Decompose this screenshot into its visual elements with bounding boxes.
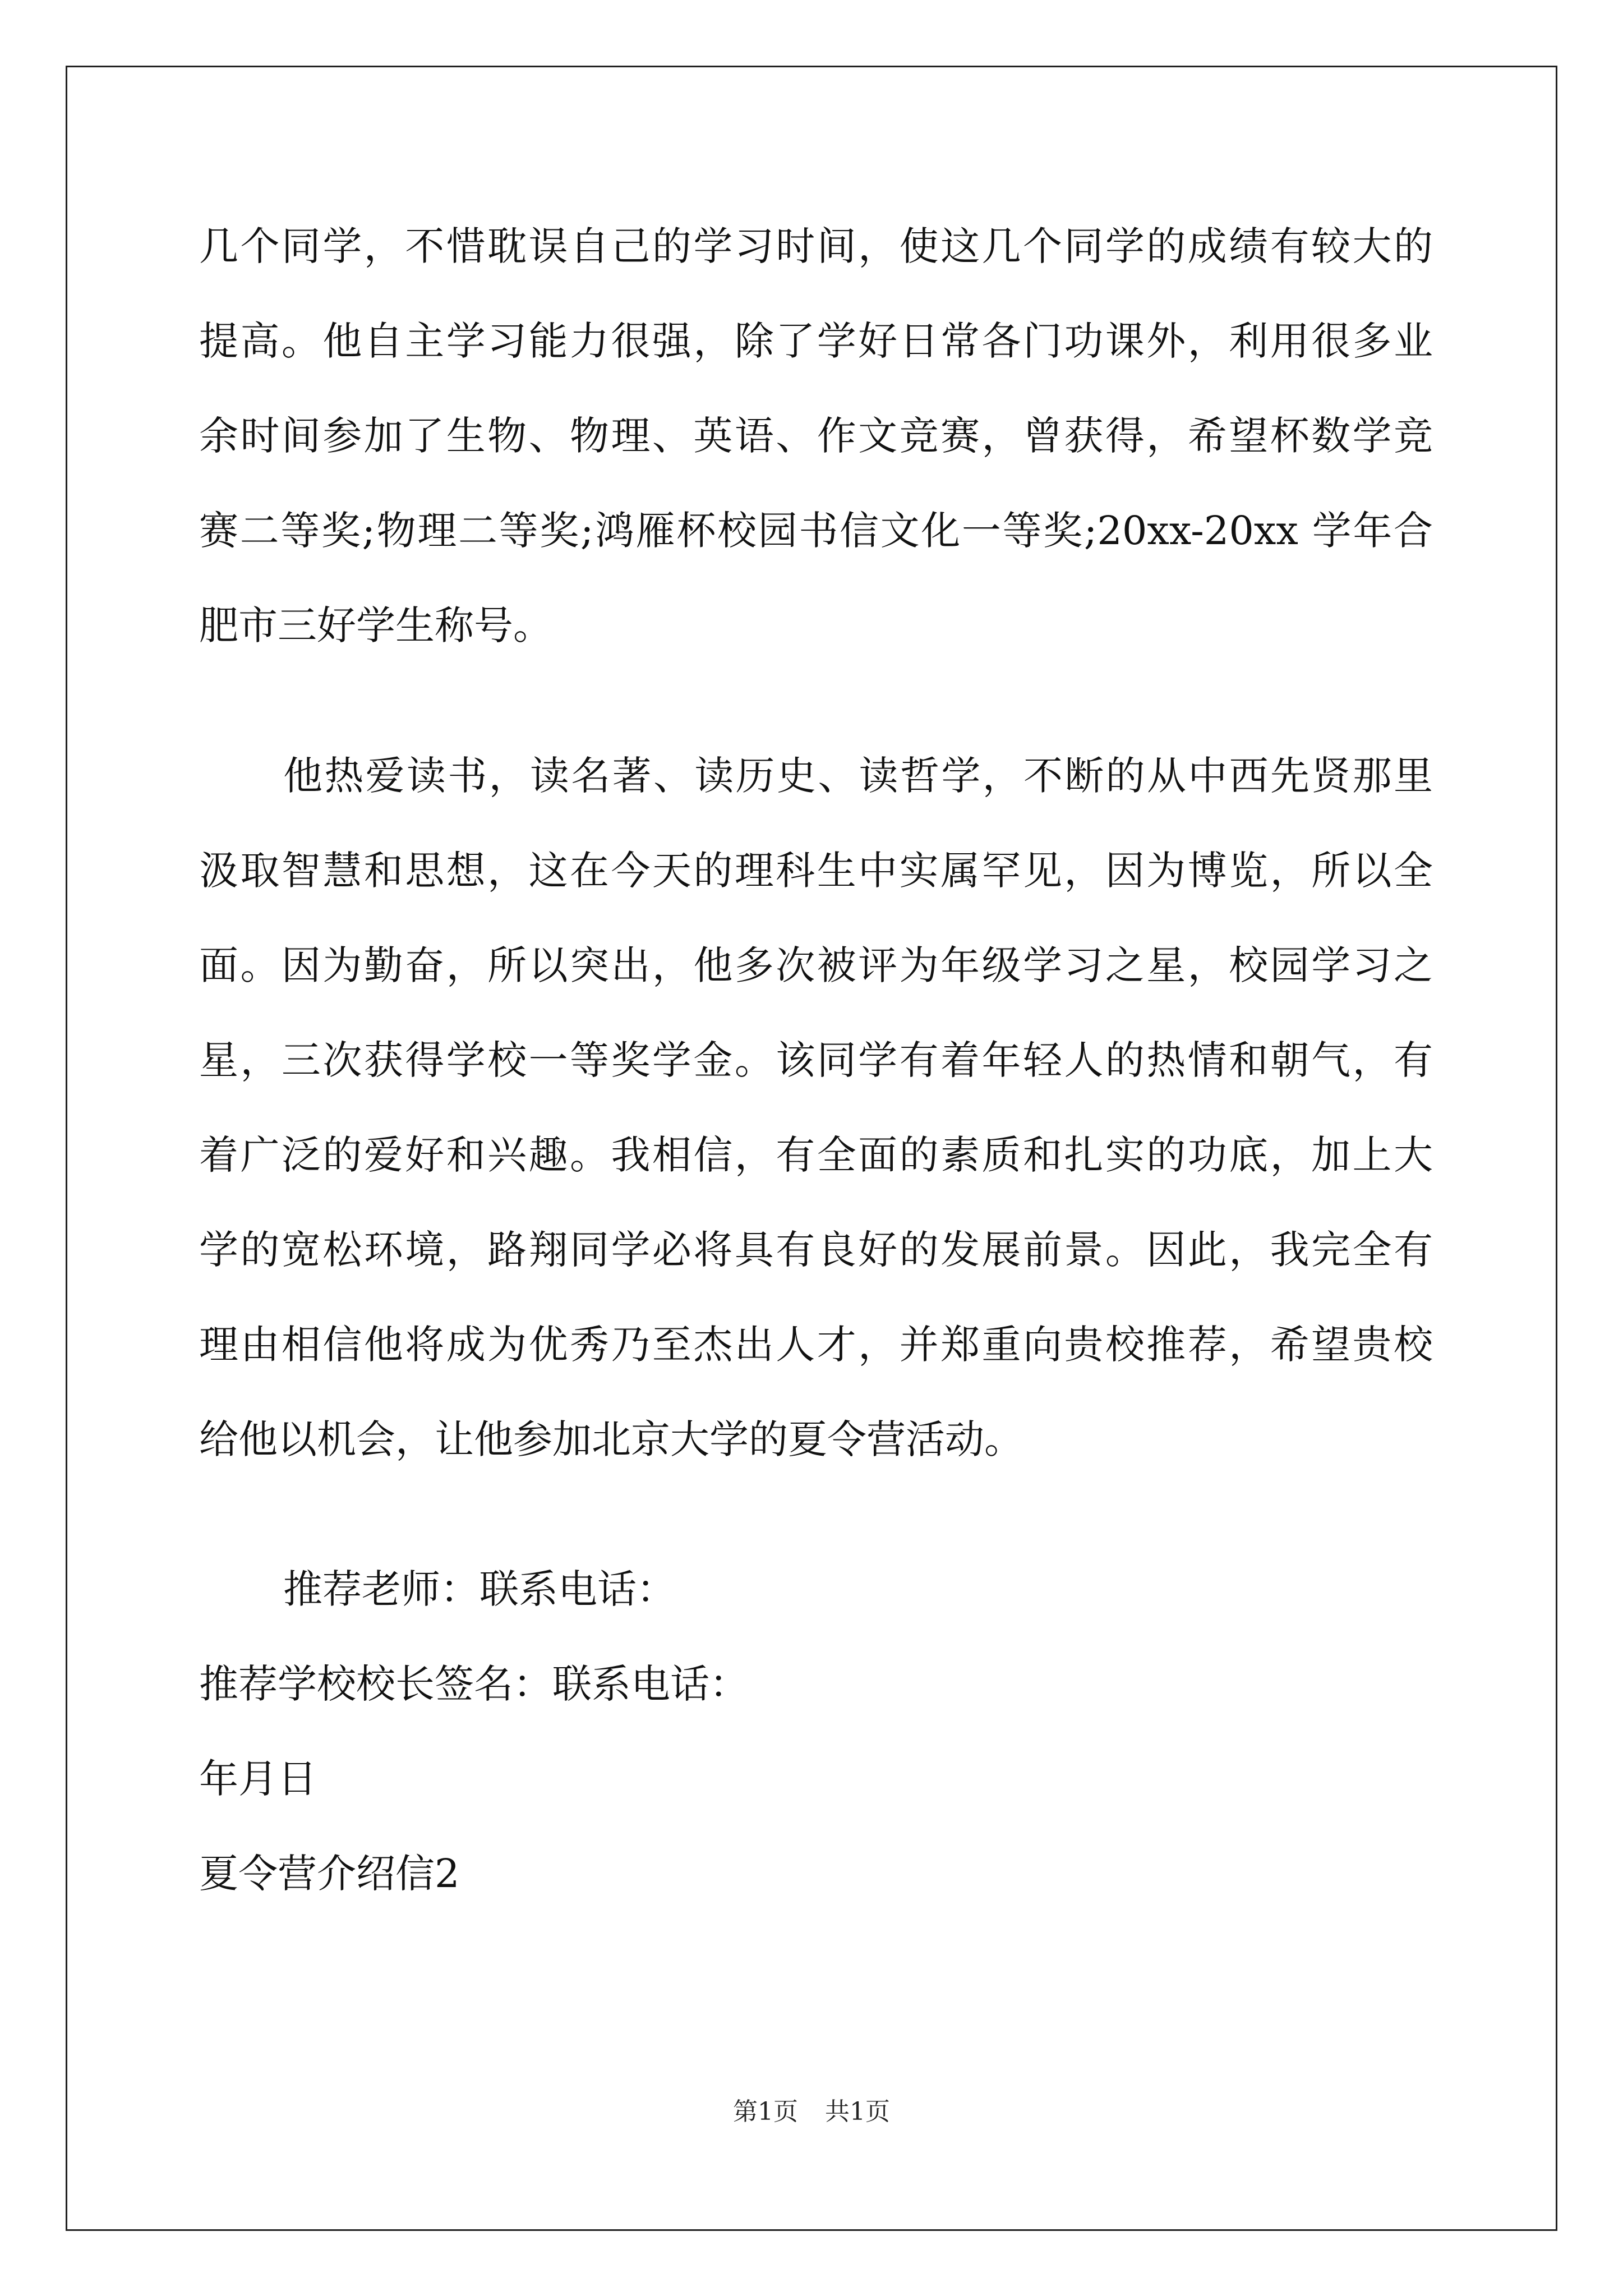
text-line: 提高。他自主学习能力很强，除了学好日常各门功课外，利用很多业 xyxy=(199,318,1433,364)
text-line: 几个同学，不惜耽误自己的学习时间，使这几个同学的成绩有较大的 xyxy=(199,223,1433,269)
text-line: 给他以机会，让他参加北京大学的夏令营活动。 xyxy=(199,1416,1023,1462)
text-line: 他热爱读书，读名著、读历史、读哲学，不断的从中西先贤那里 xyxy=(283,753,1433,799)
text-line: 肥市三好学生称号。 xyxy=(199,602,552,648)
text-line: 赛二等奖;物理二等奖;鸿雁杯校园书信文化一等奖;20xx-20xx 学年合 xyxy=(199,508,1433,554)
text-line: 学的宽松环境，路翔同学必将具有良好的发展前景。因此，我完全有 xyxy=(199,1227,1433,1273)
next-letter-heading: 夏令营介绍信2 xyxy=(199,1851,460,1897)
page-total: 共1页 xyxy=(825,2097,890,2126)
text-line: 星，三次获得学校一等奖学金。该同学有着年轻人的热情和朝气，有 xyxy=(199,1037,1433,1083)
principal-signature-line: 推荐学校校长签名：联系电话： xyxy=(199,1661,749,1707)
text-line: 面。因为勤奋，所以突出，他多次被评为年级学习之星，校园学习之 xyxy=(199,942,1433,988)
page-footer xyxy=(0,2095,1623,2129)
date-line: 年月日 xyxy=(199,1756,317,1802)
text-line: 汲取智慧和思想，这在今天的理科生中实属罕见，因为博览，所以全 xyxy=(199,848,1433,894)
page-number: 第1页 xyxy=(733,2097,798,2126)
text-line: 着广泛的爱好和兴趣。我相信，有全面的素质和扎实的功底，加上大 xyxy=(199,1132,1433,1178)
text-line: 余时间参加了生物、物理、英语、作文竞赛，曾获得，希望杯数学竞 xyxy=(199,413,1433,459)
text-line: 理由相信他将成为优秀乃至杰出人才，并郑重向贵校推荐，希望贵校 xyxy=(199,1322,1433,1368)
recommending-teacher-line: 推荐老师：联系电话： xyxy=(283,1566,676,1612)
